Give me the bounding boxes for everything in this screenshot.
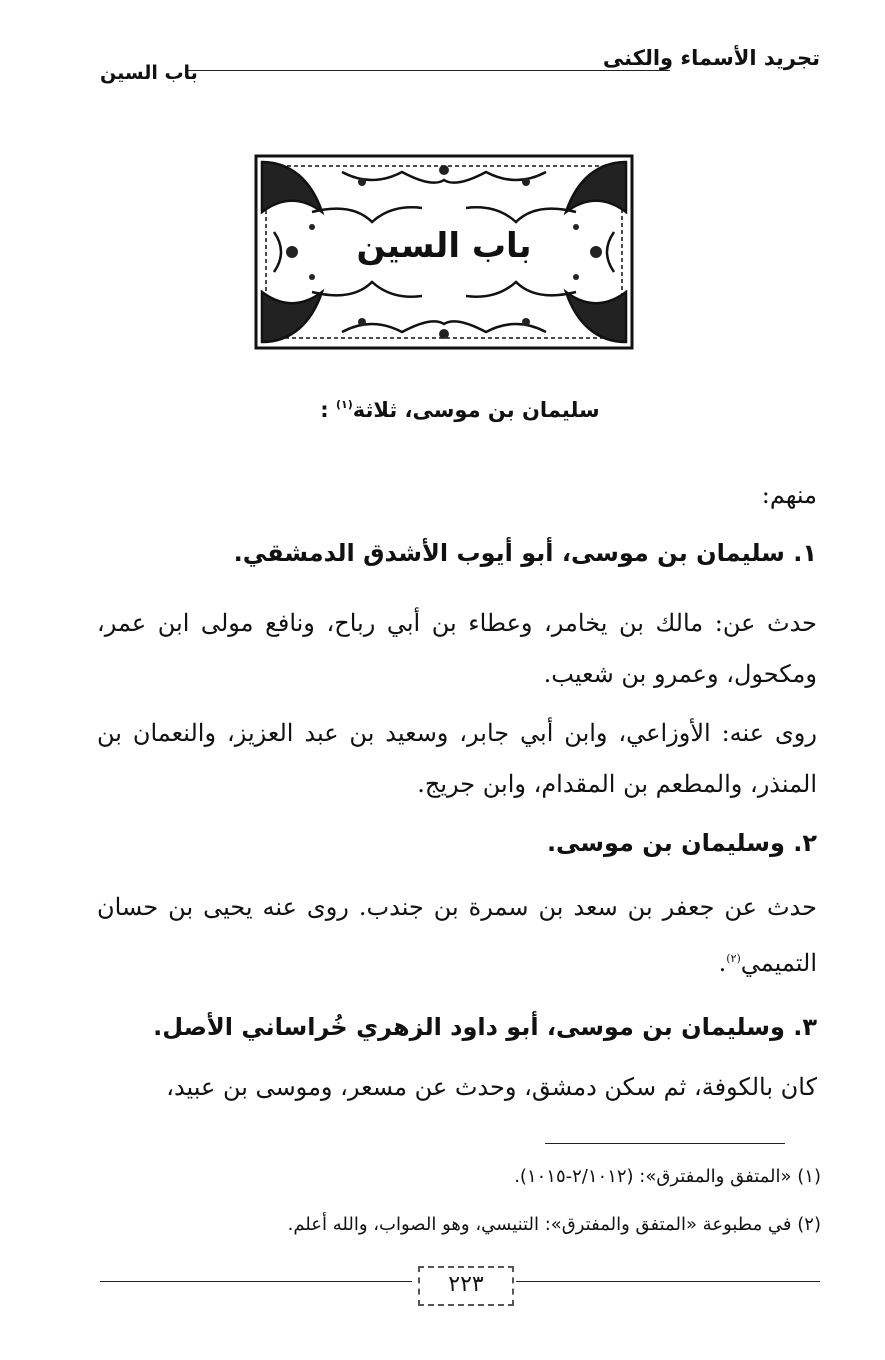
footnote: (١) «المتفق والمفترق»: (٢/١٠١٢-١٠١٥). <box>514 1166 821 1187</box>
entry-paragraph-text: حدث عن جعفر بن سعد بن سمرة بن جندب. روى عنه يحيى بن حسان التميمي <box>97 893 817 977</box>
entry-title: ١. سليمان بن موسى، أبو أيوب الأشدق الدمشقي. <box>233 539 817 567</box>
chapter-ornament-title: باب السين <box>356 226 532 266</box>
entry-paragraph: حدث عن: مالك بن يخامر، وعطاء بن أبي رباح، ونافع مولى ابن عمر، ومكحول، وعمرو بن شعيب. <box>97 609 817 688</box>
intro-text: منهم: <box>761 481 817 509</box>
footer-rule <box>516 1281 820 1282</box>
paragraph-end: . <box>718 949 727 977</box>
entry-paragraph: روى عنه: الأوزاعي، وابن أبي جابر، وسعيد بن عبد العزيز، والنعمان بن المنذر، والمطعم بن المقدام، وابن جريج. <box>97 719 817 798</box>
ornamental-frame <box>252 152 636 352</box>
footnote-marker: (٢) <box>726 952 741 965</box>
book-title: تجريد الأسماء والكنى <box>602 46 820 70</box>
entry-title: ٢. وسليمان بن موسى. <box>546 829 817 857</box>
header-rule <box>186 70 670 71</box>
footnote-marker: (١) <box>336 398 353 411</box>
running-header <box>100 40 820 84</box>
page-number: ٢٢٣ <box>418 1266 514 1306</box>
section-heading-text: سليمان بن موسى، ثلاثة <box>352 398 600 422</box>
entry-title: ٣. وسليمان بن موسى، أبو داود الزهري خُراساني الأصل. <box>153 1013 817 1041</box>
chapter-title: باب السين <box>100 62 198 84</box>
footnote: (٢) في مطبوعة «المتفق والمفترق»: التنيسي، وهو الصواب، والله أعلم. <box>287 1214 821 1235</box>
footnote-rule <box>545 1143 785 1144</box>
section-heading <box>100 398 820 422</box>
footer-rule <box>100 1281 412 1282</box>
entry-paragraph <box>97 882 817 989</box>
heading-colon: : <box>320 398 329 422</box>
entry-paragraph: كان بالكوفة، ثم سكن دمشق، وحدث عن مسعر، وموسى بن عبيد، <box>166 1073 817 1101</box>
